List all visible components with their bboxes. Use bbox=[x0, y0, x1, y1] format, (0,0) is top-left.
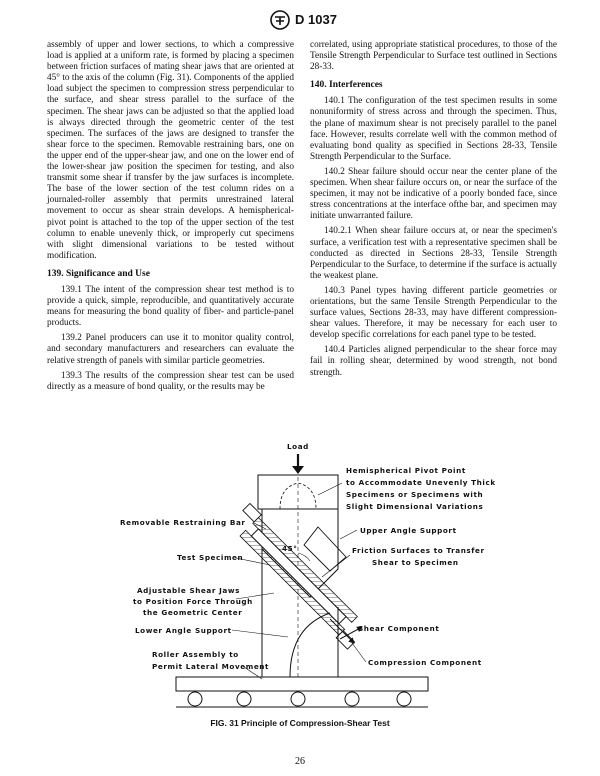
paragraph-140-1: 140.1 The configuration of the test specimen results in some nonuniformity of stress across and through the specimen. Thus, the plane of maximum shear is not precisely parallel to the panel face. However, results correlate well with the common method of evaluating bond quality as specified in Sections 28-33, Tensile Strength Perpendicular to the Surface. bbox=[310, 96, 557, 162]
section-heading-140: 140. Interferences bbox=[310, 80, 383, 91]
compression-shear-diagram bbox=[0, 437, 600, 747]
roller-5 bbox=[397, 692, 411, 706]
upper-angle-leader bbox=[340, 530, 357, 539]
friction-leader bbox=[322, 555, 350, 577]
left-column bbox=[47, 40, 294, 397]
roller-4 bbox=[345, 692, 359, 706]
lower-angle-label: Lower Angle Support bbox=[135, 626, 232, 635]
roller-label-1: Roller Assembly to bbox=[152, 650, 239, 659]
roller-label-2: Permit Lateral Movement bbox=[152, 662, 270, 671]
astm-logo-icon bbox=[270, 10, 290, 30]
shear-component-label: Shear Component bbox=[358, 624, 440, 633]
upper-angle-support bbox=[304, 527, 346, 571]
paragraph-139-3: 139.3 The results of the compression shear test can be used directly as a measure of bond quality, or the results may be bbox=[47, 370, 294, 392]
right-column bbox=[310, 40, 557, 383]
angle-label: 45° bbox=[282, 544, 298, 553]
test-specimen bbox=[251, 529, 346, 624]
figure-caption: FIG. 31 Principle of Compression-Shear Test bbox=[210, 718, 390, 728]
paragraph-140-2: 140.2 Shear failure should occur near the center plane of the specimen. When shear failure occurs on, or near the surface of the specimen, it may not be indicative of a poorly bonded face, since stress concentrations at the interface ofthe bar, and specimen may initiate unwarranted failure. bbox=[310, 166, 557, 222]
paragraph-140-2-1: 140.2.1 When shear failure occurs at, or near the specimen's surface, a verification test with a representative specimen shall be conducted as directed in Sections 28-33, Tensile Strength Perpendicular to the Surface, to determine if the surface is actually the weakest plane. bbox=[310, 226, 557, 281]
page-header bbox=[0, 8, 600, 32]
paragraph-140-4: 140.4 Particles aligned perpendicular to the shear force may fail in rolling shear, determined by wood strength, not bond strength. bbox=[310, 345, 557, 378]
paragraph-continuation-right: correlated, using appropriate statistical procedures, to those of the Tensile Strength Perpendicular to Surface test outlined in Sections 28-33. bbox=[310, 40, 557, 73]
pivot-label-4: Slight Dimensional Variations bbox=[346, 502, 484, 511]
paragraph-140-3: 140.3 Panel types having different particle geometries or orientations, but the same Tensile Strength Perpendicular to the surface values, Sections 28-33, may have different compression-shear values. Therefore, it may be necessary for each user to develop specific correlations for each panel type to be tested. bbox=[310, 285, 557, 341]
friction-label-1: Friction Surfaces to Transfer bbox=[352, 546, 485, 555]
figure-31 bbox=[0, 437, 600, 747]
load-label: Load bbox=[287, 442, 309, 451]
page-number: 26 bbox=[295, 756, 305, 767]
jaws-leader bbox=[236, 593, 274, 599]
pivot-label-3: Specimens or Specimens with bbox=[346, 490, 484, 499]
section-heading-139: 139. Significance and Use bbox=[47, 268, 150, 279]
designation: D 1037 bbox=[295, 12, 337, 27]
roller-2 bbox=[237, 692, 251, 706]
roller-base-plate bbox=[176, 677, 428, 691]
roller-1 bbox=[188, 692, 202, 706]
paragraph-139-1: 139.1 The intent of the compression shear test method is to provide a quick, simple, reproducible, and quantitatively accurate means for measuring the bond quality of fiber- and particle-panel products. bbox=[47, 284, 294, 329]
compression-component-label: Compression Component bbox=[368, 658, 482, 667]
jaws-label-3: the Geometric Center bbox=[143, 608, 243, 617]
lower-angle-leader bbox=[232, 630, 288, 637]
restraining-bar-label: Removable Restraining Bar bbox=[120, 518, 246, 527]
test-specimen-label: Test Specimen bbox=[177, 553, 244, 562]
compression-leader bbox=[352, 643, 366, 662]
friction-label-2: Shear to Specimen bbox=[372, 558, 459, 567]
lower-angle-support bbox=[290, 613, 330, 677]
load-arrow-head bbox=[292, 466, 304, 474]
paragraph-139-2: 139.2 Panel producers can use it to monitor quality control, and secondary manufacturers and researchers can evaluate the relative strength of panels with similar particle geometries. bbox=[47, 333, 294, 366]
pivot-label-1: Hemispherical Pivot Point bbox=[346, 466, 466, 475]
jaws-label-2: to Position Force Through bbox=[133, 597, 253, 606]
upper-angle-label: Upper Angle Support bbox=[360, 526, 457, 535]
upper-shear-jaw bbox=[253, 518, 358, 623]
jaws-label-1: Adjustable Shear Jaws bbox=[137, 586, 240, 595]
pivot-label-2: to Accommodate Unevenly Thick bbox=[346, 478, 496, 487]
roller-3 bbox=[291, 692, 305, 706]
paragraph-continuation: assembly of upper and lower sections, to which a compressive load is applied at a uniform rate, is formed by placing a specimen between friction surfaces of mating shear jaws that are oriented at 45° to the axis of the column (Fig. 31). Components of the applied load subject the specimen to compression stress perpendicular to the surface, and shear stress parallel to the surface of the specimen. The shear jaws can be adjusted so that the applied load is always directed through the geometric center of the test specimen. The surfaces of the jaws are designed to transfer the shear force to the specimen. Removable restraining bars, one on the upper end of the upper-shear jaw, and one on the lower end of the lower-shear jaw position the specimen for testing, and also transmit some shear if transfer by the jaw surfaces is incomplete. The base of the lower section of the test column rides on a journaled-roller assembly that permits unrestrained lateral movement to occur as shear strain develops. A hemispherical-pivot point is attached to the top of the upper section of the test column to enable unevenly thick, or improperly cut specimens with slight dimensional variations to be tested without modification. bbox=[47, 40, 294, 261]
